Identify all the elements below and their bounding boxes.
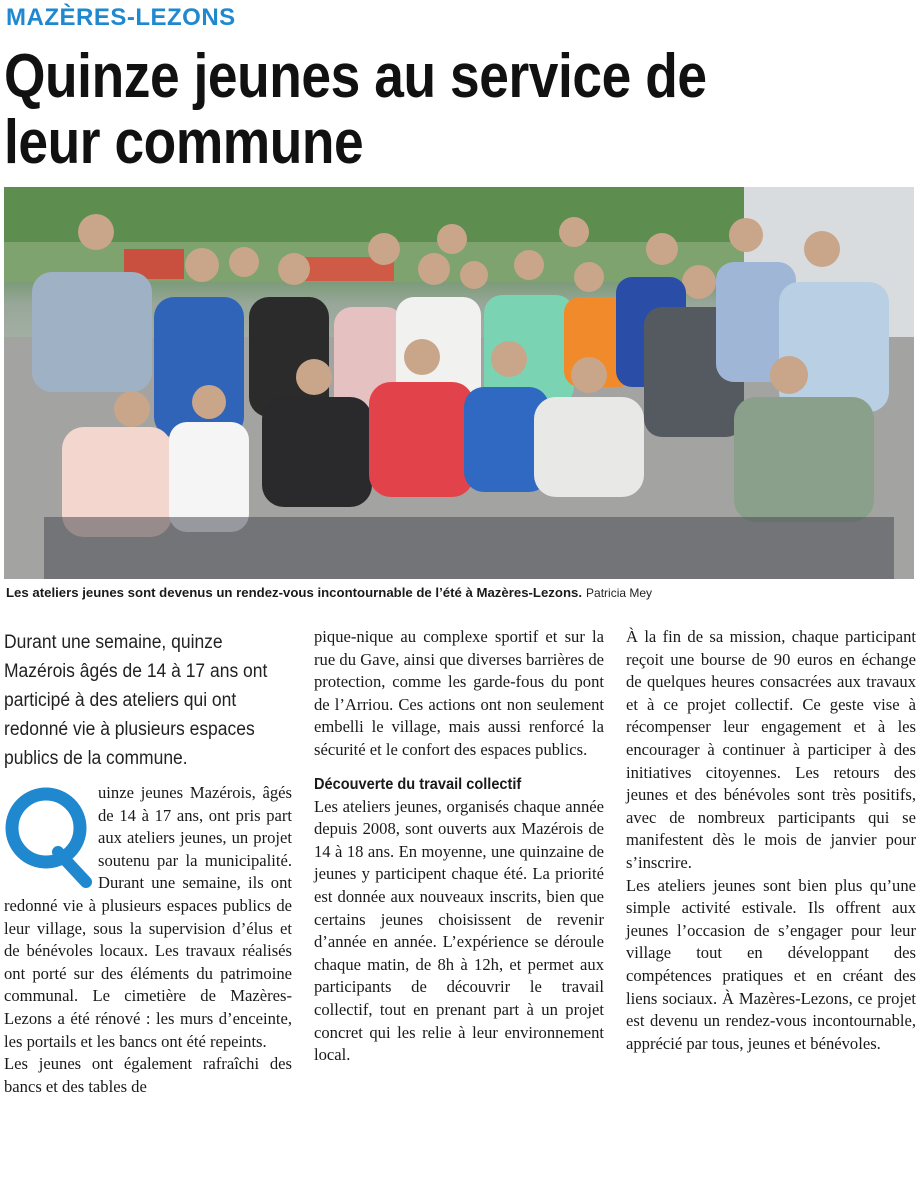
col2-paragraph-1: pique-nique au complexe sportif et sur la rue du Gave, ainsi que diverses barrières de protection, comme les garde-fous du pont de l’Arriou. Ces actions ont non seulement embelli le village, mais aussi renforcé la sécurité et le confort des espaces publics.: [314, 627, 604, 759]
section-kicker: MAZÈRES-LEZONS: [6, 4, 236, 31]
group-photo: [4, 187, 914, 579]
body-paragraph: [4, 782, 292, 1053]
subheading: Découverte du travail collectif: [314, 775, 522, 793]
col3-paragraph-1: À la fin de sa mission, chaque participant reçoit une bourse de 90 euros en échange de quelques heures consacrées aux travaux et à ce projet collectif. Ce geste vise à récompenser leur engagement et à les encourager à continuer à participer à des initiatives citoyennes. Les retours des jeunes et des bénévoles sont très positifs, avec de nombreux participants qui se manifestent dès le mois de janvier pour s’inscrire.: [626, 627, 916, 872]
headline: Quinze jeunes au service de leur commune: [4, 42, 707, 177]
col2-paragraph-2: Les ateliers jeunes, organisés chaque année depuis 2008, sont ouverts aux Mazérois de 14 à 18 ans. En moyenne, une quinzaine de jeunes y participent chaque été. La priorité est donnée aux nouveaux inscrits, bien que certains jeunes choisissent de revenir d’année en année. L’expérience se déroule chaque matin, de 8h à 12h, et permet aux participants de découvrir le travail collectif, tout en prenant part à un projet concret qui les relie à leur environnement local.: [314, 796, 604, 1065]
col3-paragraph-2: Les ateliers jeunes sont bien plus qu’une simple activité estivale. Ils offrent aux jeunes l’occasion de s’engager pour leur village tout en développant des compétences pratiques et en créant des liens sociaux. À Mazères-Lezons, ce projet est devenu un rendez-vous incontournable, apprécié par tous, jeunes et bénévoles.: [626, 875, 916, 1053]
column-3: [626, 626, 916, 1055]
photo-caption: [6, 584, 914, 602]
column-1: [4, 782, 292, 1098]
col1-paragraph-2: Les jeunes ont également rafraîchi des bancs et des tables de: [4, 1054, 292, 1096]
column-2: [314, 626, 604, 1067]
lede: Durant une semaine, quinze Mazérois âgés de 14 à 17 ans ont participé à des ateliers qui ont redonné vie à plusieurs espaces publics de la commune.: [4, 632, 268, 769]
photo-credit: Patricia Mey: [586, 586, 653, 600]
col1-paragraph-1: uinze jeunes Mazérois, âgés de 14 à 17 ans, ont pris part aux ateliers jeunes, un projet soutenu par la municipalité. Durant une semaine, ils ont redonné vie à plusieurs espaces publics de leur village, sous la supervision d’élus et de bénévoles locaux. Les travaux réalisés ont porté sur des éléments du patrimoine communal. Le cimetière de Mazères-Lezons a été rénové : les murs d’enceinte, les portails et les bancs ont été repeints.: [4, 783, 292, 1051]
dropcap-q-icon: [2, 782, 96, 892]
caption-text: Les ateliers jeunes sont devenus un rendez-vous incontournable de l’été à Mazères-Lezons.: [6, 585, 583, 600]
